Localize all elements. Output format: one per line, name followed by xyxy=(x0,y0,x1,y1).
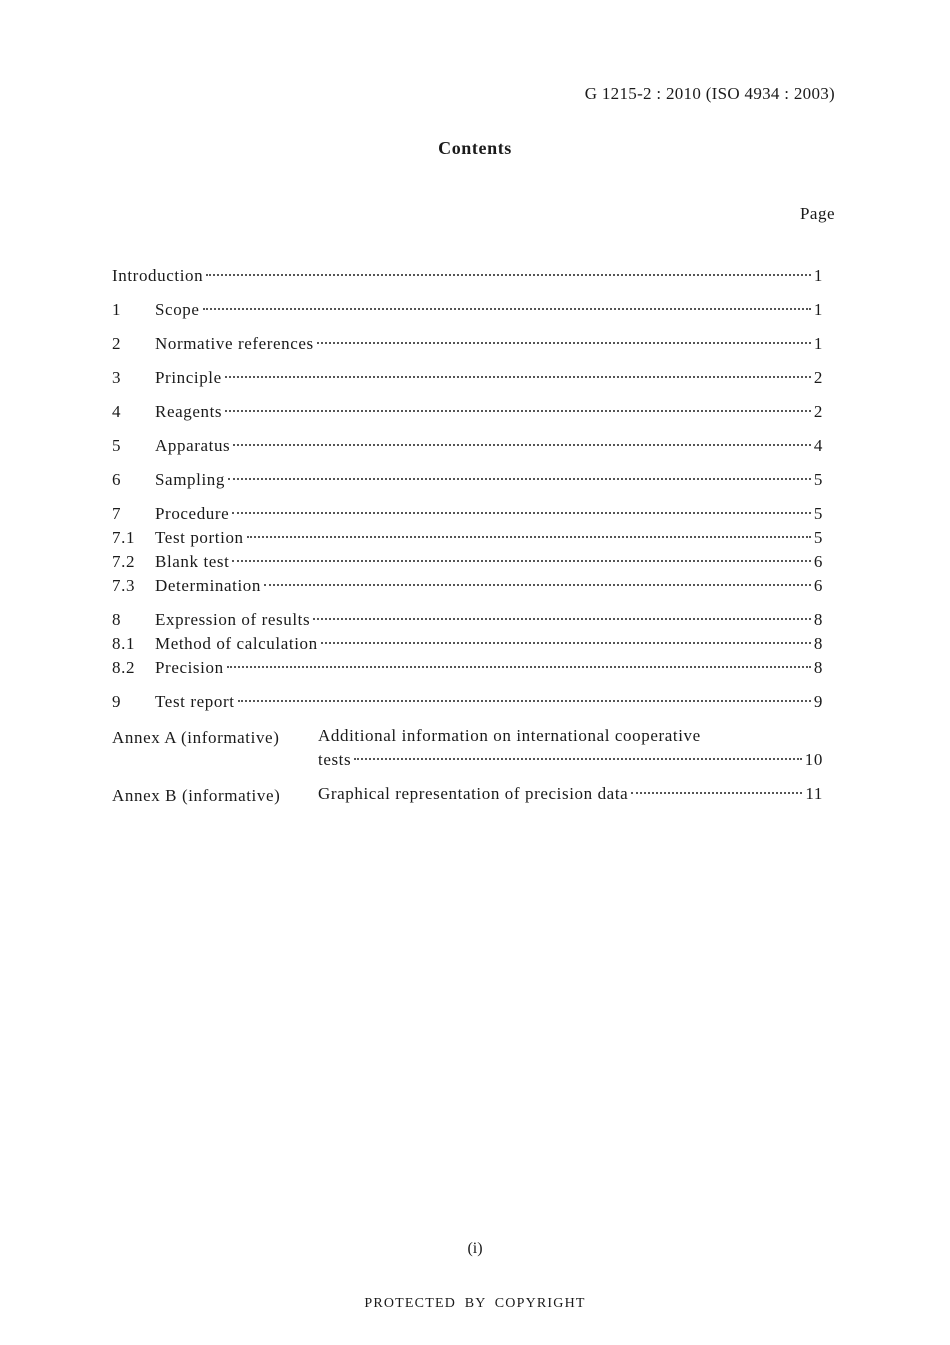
toc-entry-title-line1: Additional information on international cooperative xyxy=(318,726,701,745)
toc-entry-number: 7.2 xyxy=(112,552,136,571)
dot-leader xyxy=(631,792,802,794)
toc-entry-page: 5 xyxy=(813,504,823,523)
toc-entry-page: 6 xyxy=(813,576,823,595)
toc-entry-title: Introduction xyxy=(112,266,204,285)
footer-copyright: PROTECTED BY COPYRIGHT xyxy=(364,1296,586,1311)
toc-entry-page: 2 xyxy=(813,368,823,387)
dot-leader xyxy=(227,666,811,668)
page-column-label: Page xyxy=(799,204,835,223)
toc-entry-number: 8.1 xyxy=(112,634,136,653)
toc-entry-title: Blank test xyxy=(155,552,230,571)
toc-entry-number: 7 xyxy=(112,504,122,523)
toc-entry-number: 4 xyxy=(112,402,122,421)
toc-entry-number: 8.2 xyxy=(112,658,136,677)
toc-entry-title: Expression of results xyxy=(155,610,311,629)
annex-label: Annex A (informative) xyxy=(112,728,280,747)
toc-entry-number: 7.3 xyxy=(112,576,136,595)
toc-entry-page: 8 xyxy=(813,610,823,629)
toc-entry-page: 8 xyxy=(813,658,823,677)
toc-entry-principle[interactable] xyxy=(112,368,823,392)
toc-entry-scope[interactable] xyxy=(112,300,823,324)
toc-entry-sampling[interactable] xyxy=(112,470,823,494)
table-of-contents xyxy=(112,266,823,808)
toc-entry-number: 2 xyxy=(112,334,122,353)
toc-entry-number: 9 xyxy=(112,692,122,711)
toc-entry-title-line2: tests xyxy=(318,750,352,769)
toc-entry-number: 8 xyxy=(112,610,122,629)
toc-entry-apparatus[interactable] xyxy=(112,436,823,460)
toc-entry-normative-references[interactable] xyxy=(112,334,823,358)
toc-entry-number: 1 xyxy=(112,300,122,319)
toc-entry-determination[interactable] xyxy=(112,576,823,600)
annex-label: Annex B (informative) xyxy=(112,786,281,805)
toc-entry-page: 4 xyxy=(813,436,823,455)
toc-entry-page: 1 xyxy=(813,334,823,353)
toc-entry-title: Apparatus xyxy=(155,436,231,455)
toc-entry-number: 3 xyxy=(112,368,122,387)
toc-entry-page: 11 xyxy=(805,784,823,803)
toc-entry-number: 7.1 xyxy=(112,528,136,547)
dot-leader xyxy=(203,308,811,310)
toc-entry-title: Procedure xyxy=(155,504,230,523)
toc-entry-page: 5 xyxy=(813,528,823,547)
page-title: Contents xyxy=(438,138,512,158)
toc-entry-title: Determination xyxy=(155,576,261,595)
toc-entry-page: 1 xyxy=(813,300,823,319)
toc-entry-test-report[interactable] xyxy=(112,692,823,716)
toc-entry-page: 8 xyxy=(813,634,823,653)
dot-leader xyxy=(354,758,802,760)
toc-entry-page: 5 xyxy=(813,470,823,489)
toc-entry-title: Method of calculation xyxy=(155,634,318,653)
toc-entry-title: Graphical representation of precision data xyxy=(318,784,629,803)
toc-entry-page: 6 xyxy=(813,552,823,571)
toc-entry-page: 1 xyxy=(813,266,823,285)
toc-entry-expression-of-results[interactable] xyxy=(112,610,823,634)
toc-entry-title: Reagents xyxy=(155,402,223,421)
toc-entry-number: 6 xyxy=(112,470,122,489)
toc-entry-test-portion[interactable] xyxy=(112,528,823,552)
toc-entry-title: Scope xyxy=(155,300,200,319)
dot-leader xyxy=(317,342,811,344)
toc-entry-annex-b[interactable] xyxy=(112,784,823,808)
dot-leader xyxy=(232,512,811,514)
dot-leader xyxy=(238,700,811,702)
toc-entry-blank-test[interactable] xyxy=(112,552,823,576)
toc-entry-page: 2 xyxy=(813,402,823,421)
toc-entry-method-of-calculation[interactable] xyxy=(112,634,823,658)
toc-entry-number: 5 xyxy=(112,436,122,455)
dot-leader xyxy=(233,444,811,446)
toc-entry-procedure[interactable] xyxy=(112,504,823,528)
toc-entry-title: Test report xyxy=(155,692,235,711)
toc-entry-title: Sampling xyxy=(155,470,225,489)
toc-entry-page: 9 xyxy=(813,692,823,711)
toc-entry-title: Test portion xyxy=(155,528,244,547)
dot-leader xyxy=(228,478,811,480)
dot-leader xyxy=(232,560,810,562)
dot-leader xyxy=(225,376,811,378)
dot-leader xyxy=(264,584,811,586)
toc-entry-introduction[interactable] xyxy=(112,266,823,290)
toc-entry-page: 10 xyxy=(804,750,823,769)
toc-entry-title: Normative references xyxy=(155,334,314,353)
toc-entry-annex-a[interactable] xyxy=(112,726,823,774)
dot-leader xyxy=(313,618,811,620)
toc-entry-title: Precision xyxy=(155,658,224,677)
toc-entry-reagents[interactable] xyxy=(112,402,823,426)
dot-leader xyxy=(206,274,811,276)
toc-entry-title: Principle xyxy=(155,368,222,387)
footer-page-number: (i) xyxy=(467,1240,483,1257)
dot-leader xyxy=(247,536,811,538)
dot-leader xyxy=(225,410,811,412)
dot-leader xyxy=(321,642,811,644)
toc-entry-precision[interactable] xyxy=(112,658,823,682)
header-code: G 1215-2 : 2010 (ISO 4934 : 2003) xyxy=(584,84,835,103)
